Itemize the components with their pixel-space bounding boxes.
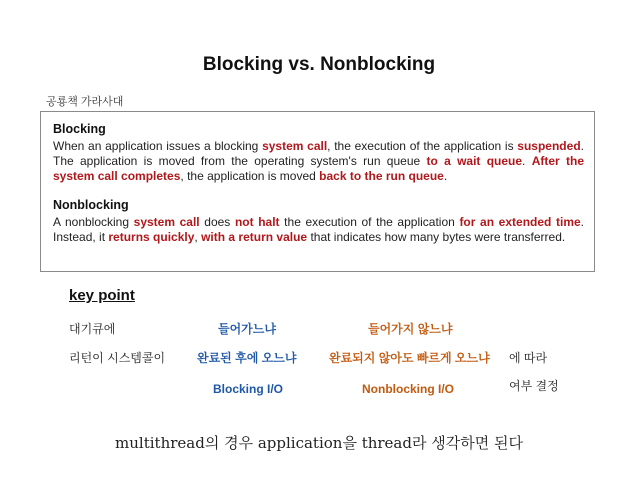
blocking-text-0: When an application issues a blocking [53,139,263,153]
blocking-heading: Blocking [53,122,106,136]
slide-title: Blocking vs. Nonblocking [202,54,436,75]
blocking-highlight-system-call: system call [262,139,328,153]
row3-suffix: 여부 결정 [509,379,559,393]
row2-blocking: 완료된 후에 오느냐 [197,351,297,365]
row1-blocking: 들어가느냐 [218,322,276,336]
blocking-highlight-run-queue: back to the run queue [319,169,444,183]
nonblocking-heading: Nonblocking [53,198,129,212]
blocking-text-6: . [522,154,532,168]
blocking-text-10: . [443,169,448,183]
blocking-text-4: . The application is moved from the operating system's run queue [53,139,584,168]
blocking-highlight-suspended: suspended [517,139,581,153]
row2-label: 리턴이 시스템콜이 [69,351,166,365]
nonblocking-text-2: does [199,215,235,229]
nonblocking-text-6: . Instead, it [53,215,585,244]
nonblocking-highlight-returns-quickly: returns quickly [108,230,195,244]
nonblocking-text-4: the execution of the application [279,215,460,229]
blocking-text-2: , the execution of the application is [327,139,518,153]
nonblocking-text-0: A nonblocking [53,215,134,229]
nonblocking-highlight-system-call: system call [133,215,200,229]
nonblocking-definition [53,215,584,245]
nonblocking-text-8: , [194,230,202,244]
row1-nonblocking: 들어가지 않느냐 [368,322,453,336]
row1-label: 대기큐에 [69,322,116,336]
key-point-title: key point [69,287,135,304]
row2-suffix: 에 따라 [509,351,548,365]
blocking-highlight-wait-queue: to a wait queue [426,154,523,168]
row2-nonblocking: 완료되지 않아도 빠르게 오느냐 [329,351,490,365]
blocking-io-label: Blocking I/O [213,382,284,396]
footer-note: multithread의 경우 application을 thread라 생각하면 된다 [115,434,523,452]
nonblocking-highlight-not-halt: not halt [234,215,280,229]
blocking-highlight-after-complete: After the system call completes [53,154,584,183]
nonblocking-highlight-extended-time: for an extended time [459,215,581,229]
blocking-text-8: , the application is moved [180,169,320,183]
nonblocking-io-label: Nonblocking I/O [362,382,454,396]
nonblocking-text-10: that indicates how many bytes were transferred. [307,230,566,244]
source-note: 공룡책 가라사대 [46,96,124,108]
nonblocking-highlight-return-value: with a return value [201,230,308,244]
definition-box [40,111,595,272]
blocking-definition [53,139,584,184]
